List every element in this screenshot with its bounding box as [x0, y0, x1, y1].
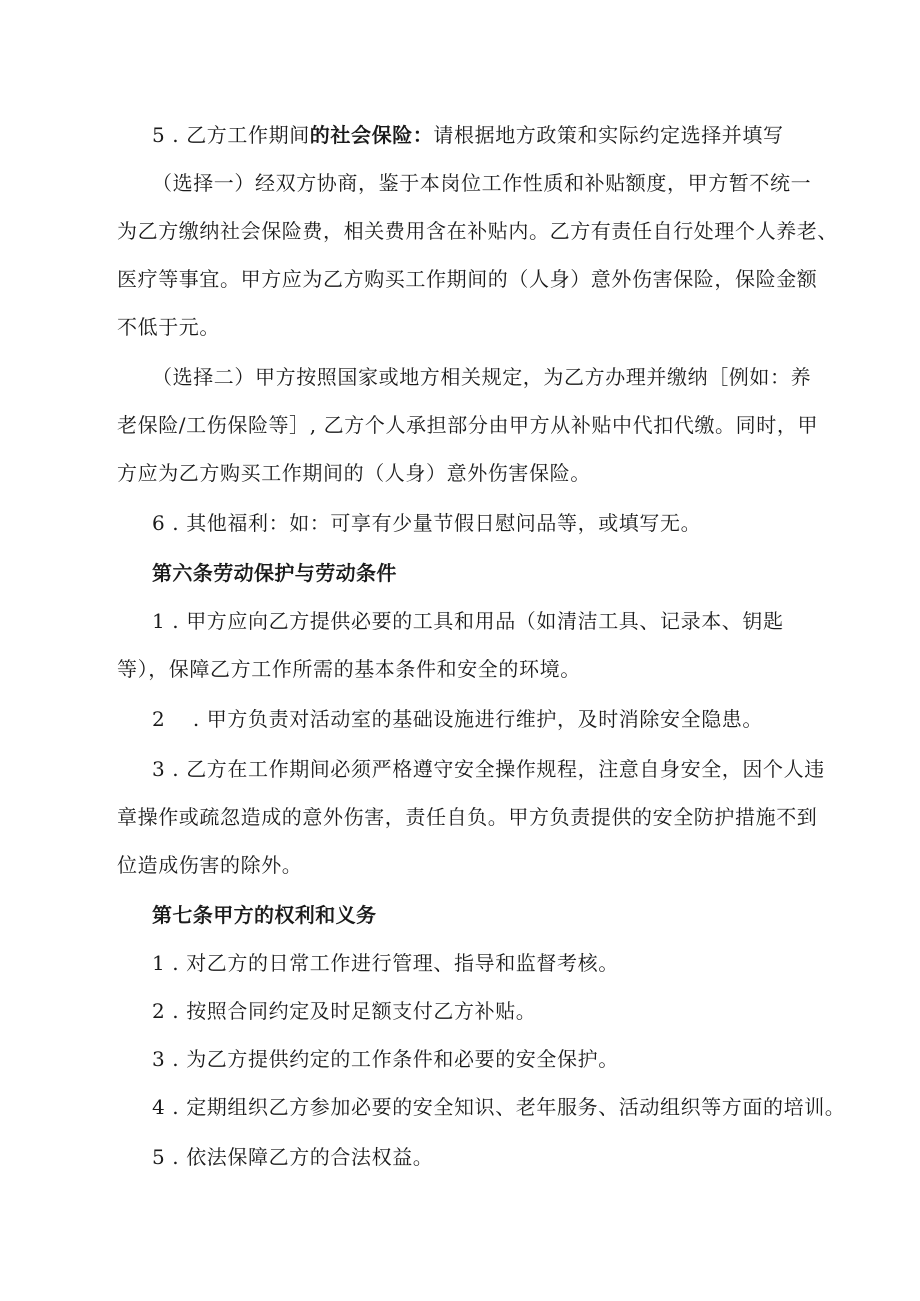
- article-6-item-2: 2 . 甲方负责对活动室的基础设施进行维护，及时消除安全隐患。: [152, 707, 763, 731]
- option-2-line-2: 老保险/工伤保险等］, 乙方个人承担部分由甲方从补贴中代扣代缴。同时，甲: [117, 413, 819, 437]
- article-6-item-1-line-2: 等），保障乙方工作所需的基本条件和安全的环境。: [117, 657, 581, 681]
- article-6-title: 第六条劳动保护与劳动条件: [152, 561, 397, 585]
- item-6-other-benefits: 6 . 其他福利：如：可享有少量节假日慰问品等，或填写无。: [152, 511, 702, 535]
- option-1-line-3: 医疗等事宜。甲方应为乙方购买工作期间的（人身）意外伤害保险，保险金额: [117, 267, 818, 291]
- article-7-item-5: 5 . 依法保障乙方的合法权益。: [152, 1145, 434, 1169]
- article-7-item-4: 4 . 定期组织乙方参加必要的安全知识、老年服务、活动组织等方面的培训。: [152, 1095, 846, 1119]
- article-6-item-3-line-3: 位造成伤害的除外。: [117, 853, 303, 877]
- option-1-line-2: 为乙方缴纳社会保险费，相关费用含在补贴内。乙方有责任自行处理个人养老、: [117, 219, 838, 243]
- section-5-suffix: 请根据地方政策和实际约定选择并填写: [433, 123, 784, 147]
- option-1-line-4: 不低于元。: [117, 315, 220, 339]
- section-5-bold-label: 的社会保险：: [309, 123, 434, 147]
- article-7-item-2: 2 . 按照合同约定及时足额支付乙方补贴。: [152, 999, 537, 1023]
- article-6-item-1-line-1: 1 . 甲方应向乙方提供必要的工具和用品（如清洁工具、记录本、钥匙: [152, 609, 784, 633]
- option-1-line-1: （选择一）经双方协商，鉴于本岗位工作性质和补贴额度，甲方暂不统一: [152, 171, 812, 195]
- section-5-prefix: 5 . 乙方工作期间: [152, 123, 310, 147]
- article-6-item-3-line-2: 章操作或疏忽造成的意外伤害，责任自负。甲方负责提供的安全防护措施不到: [117, 805, 818, 829]
- article-7-item-1: 1 . 对乙方的日常工作进行管理、指导和监督考核。: [152, 951, 619, 975]
- option-2-line-3: 方应为乙方购买工作期间的（人身）意外伤害保险。: [117, 461, 591, 485]
- section-5-title: [152, 123, 784, 147]
- article-7-item-3: 3 . 为乙方提供约定的工作条件和必要的安全保护。: [152, 1047, 619, 1071]
- option-2-line-1: （选择二）甲方按照国家或地方相关规定，为乙方办理并缴纳［例如：养: [152, 365, 812, 389]
- article-6-item-3-line-1: 3 . 乙方在工作期间必须严格遵守安全操作规程，注意自身安全，因个人违: [152, 757, 825, 781]
- article-7-title: 第七条甲方的权利和义务: [152, 903, 377, 927]
